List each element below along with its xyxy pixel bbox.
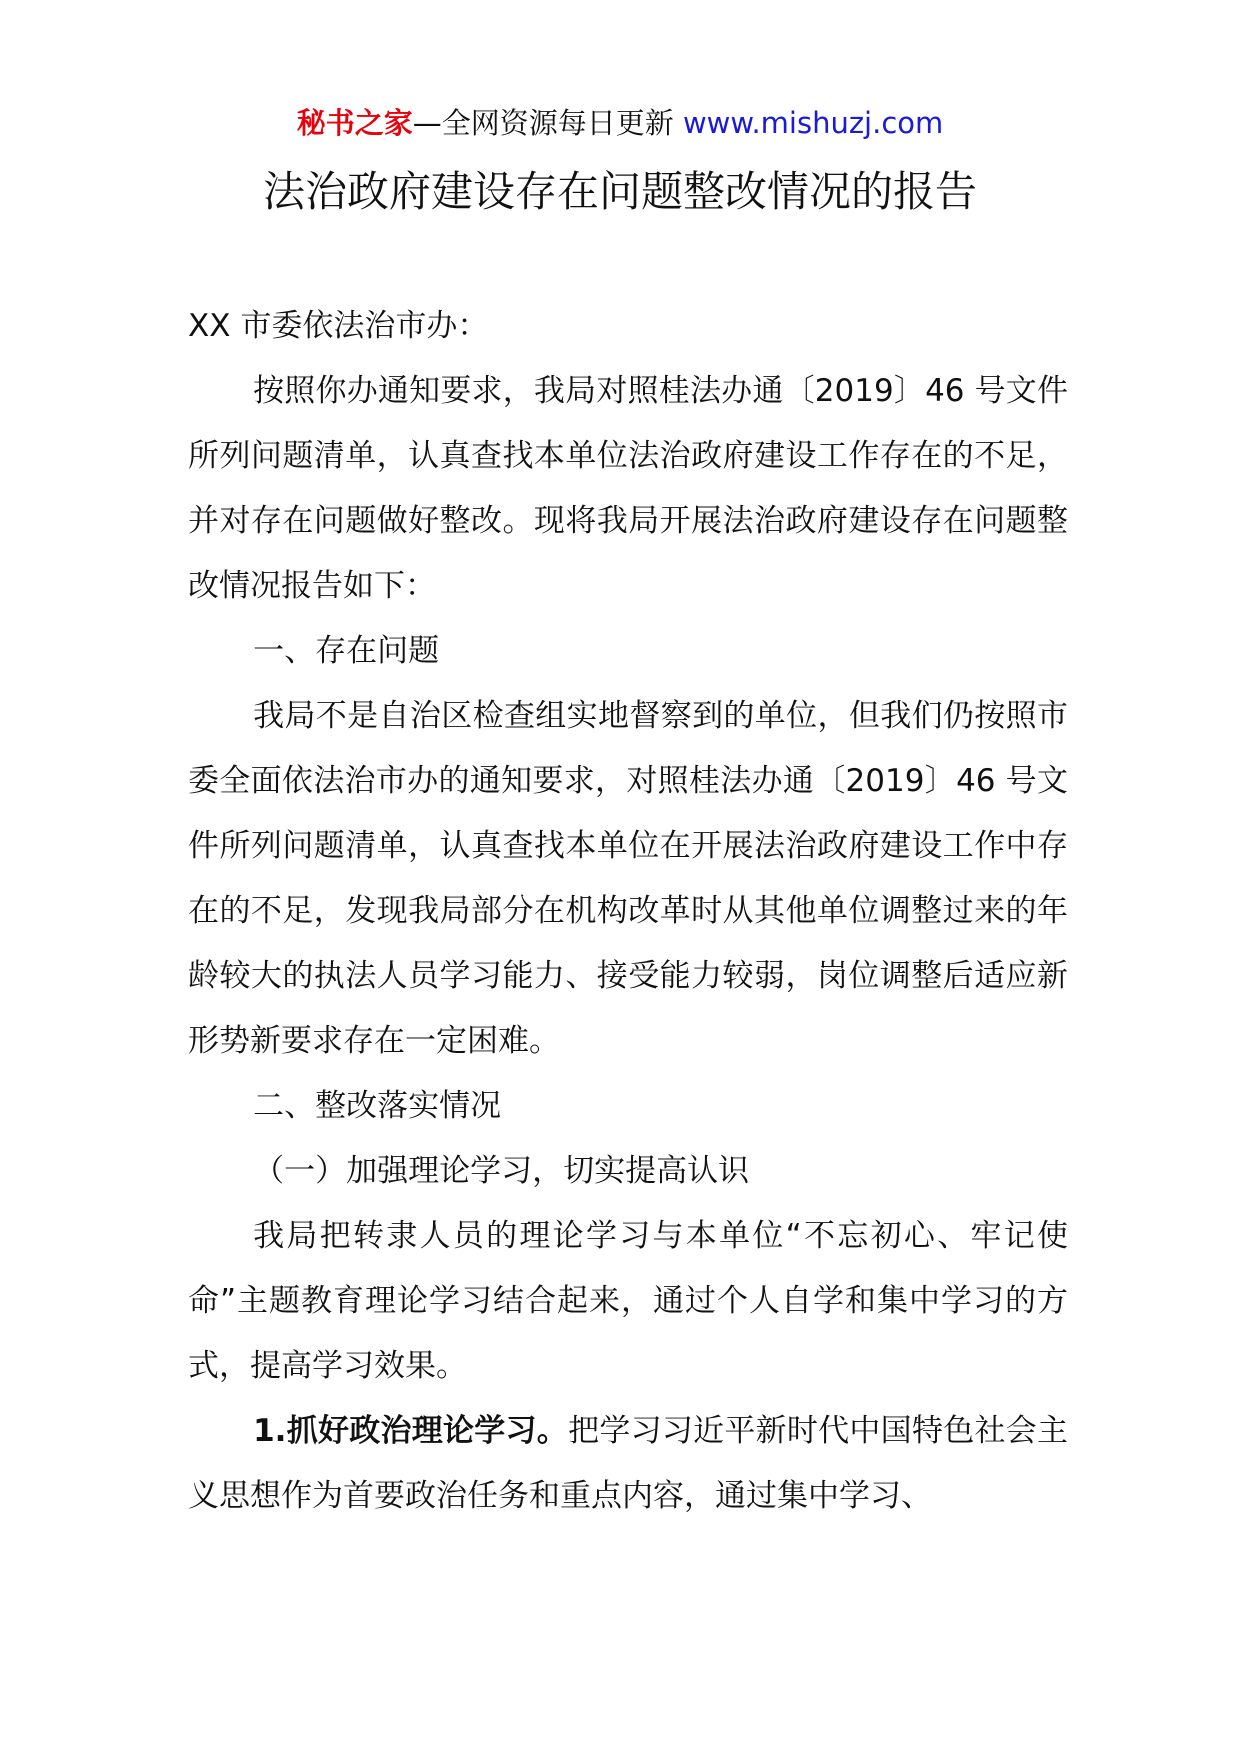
salutation: XX 市委依法治市办： — [188, 308, 489, 344]
header-slogan: —全网资源每日更新 — [412, 106, 683, 140]
site-header — [0, 101, 1240, 145]
document-title: 法治政府建设存在问题整改情况的报告 — [262, 167, 977, 216]
study-paragraph: 我局把转隶人员的理论学习与本单位“不忘初心、牢记使命”主题教育理论学习结合起来，通过个人自学和集中学习的方式，提高学习效果。 — [188, 1218, 1068, 1384]
intro-paragraph: 按照你办通知要求，我局对照桂法办通〔2019〕46 号文件所列问题清单，认真查找本单位法治政府建设工作存在的不足，并对存在问题做好整改。现将我局开展法治政府建设存在问题整改情况报告如下： — [188, 373, 1068, 604]
brand-name: 秘书之家 — [296, 106, 413, 140]
site-url[interactable]: www.mishuzj.com — [682, 106, 944, 140]
section-heading-problems: 一、存在问题 — [253, 633, 440, 669]
subheading-theory-study: （一）加强理论学习，切实提高认识 — [253, 1153, 750, 1189]
item-1-paragraph — [188, 1399, 1068, 1529]
section-heading-rectification: 二、整改落实情况 — [253, 1088, 502, 1124]
item-1-lead: 1.抓好政治理论学习。 — [253, 1413, 569, 1449]
problem-paragraph: 我局不是自治区检查组实地督察到的单位，但我们仍按照市委全面依法治市办的通知要求，对照桂法办通〔2019〕46 号文件所列问题清单，认真查找本单位在开展法治政府建设工作中存在的不足，发现我局部分在机构改革时从其他单位调整过来的年龄较大的执法人员学习能力、接受能力较弱，岗位调整后适应新形势新要求存在一定困难。 — [188, 698, 1068, 1059]
document-body — [188, 294, 1068, 1529]
item-1-text: 把学习习近平新时代中国特色社会主义思想作为首要政治任务和重点内容，通过集中学习、 — [188, 1413, 1068, 1514]
